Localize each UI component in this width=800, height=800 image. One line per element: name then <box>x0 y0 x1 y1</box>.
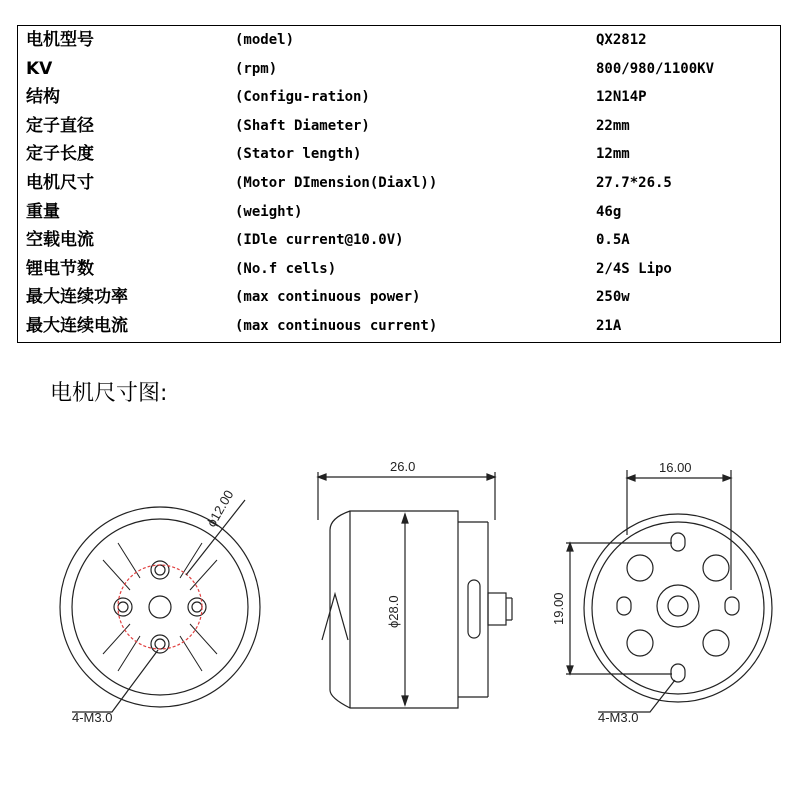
front-holes-label: 4-M3.0 <box>72 710 113 725</box>
spec-label-zh: 定子长度 <box>26 144 94 165</box>
front-view <box>60 488 260 725</box>
front-holes-leader <box>72 650 158 712</box>
back-vent-hole <box>627 630 653 656</box>
spec-label-zh: 结构 <box>26 87 60 108</box>
side-shaft <box>488 593 506 625</box>
spec-label-zh: 电机尺寸 <box>26 172 94 193</box>
spec-label-en: (rpm) <box>235 60 278 77</box>
front-inner-ring <box>72 519 248 695</box>
spec-value: 46g <box>596 203 622 220</box>
front-shaft-hole <box>149 596 171 618</box>
front-bolt-hole-top <box>151 561 169 579</box>
side-slot <box>468 580 480 638</box>
front-bolt-hole-bottom <box>151 635 169 653</box>
spec-label-zh: 最大连续功率 <box>26 287 128 308</box>
spec-label-zh: 定子直径 <box>26 115 94 136</box>
spec-value: 2/4S Lipo <box>596 260 672 277</box>
front-bolt-circle-label: ϕ12.00 <box>203 487 237 530</box>
spec-label-zh: 电机型号 <box>26 30 94 50</box>
front-bolt-hole-left <box>114 598 132 616</box>
spec-label-en: (IDle current@10.0V) <box>235 232 404 249</box>
spec-value: 12N14P <box>596 89 647 106</box>
back-center-hub <box>657 585 699 627</box>
spec-value: 21A <box>596 317 622 334</box>
back-view <box>551 460 772 725</box>
back-width-label: 16.00 <box>659 460 692 475</box>
spec-label-en: (max continuous power) <box>235 289 421 306</box>
back-holes-label: 4-M3.0 <box>598 710 639 725</box>
spec-value: 250w <box>596 289 630 306</box>
side-view <box>318 459 512 708</box>
front-outer-ring <box>60 507 260 707</box>
spec-value: 22mm <box>596 117 630 134</box>
spec-label-en: (Shaft Diameter) <box>235 117 370 134</box>
spec-label-zh: 空载电流 <box>26 230 94 251</box>
back-mount-hole-bottom <box>671 664 685 682</box>
back-holes-leader <box>598 680 675 712</box>
spec-value: 12mm <box>596 146 630 163</box>
front-spokes <box>103 543 217 671</box>
side-diameter-label: ϕ28.0 <box>386 595 401 628</box>
front-bolt-hole-right <box>188 598 206 616</box>
spec-value: 800/980/1100KV <box>596 60 715 77</box>
front-bolt-circle <box>118 565 202 649</box>
back-vent-hole <box>703 555 729 581</box>
spec-label-en: (No.f cells) <box>235 260 337 277</box>
spec-label-zh: KV <box>26 58 53 79</box>
back-mount-hole-right <box>725 597 739 615</box>
section-title: 电机尺寸图: <box>50 381 168 406</box>
spec-label-en: (weight) <box>235 203 303 220</box>
side-length-label: 26.0 <box>390 459 416 474</box>
spec-value: 0.5A <box>596 232 630 249</box>
spec-label-zh: 锂电节数 <box>26 258 94 279</box>
back-height-label: 19.00 <box>551 592 566 625</box>
back-vent-hole <box>703 630 729 656</box>
back-shaft-hole <box>668 596 688 616</box>
spec-label-zh: 最大连续电流 <box>26 315 128 336</box>
spec-label-en: (Configu-ration) <box>235 89 370 106</box>
back-mount-hole-top <box>671 533 685 551</box>
spec-value: 27.7*26.5 <box>596 174 672 191</box>
back-vent-hole <box>627 555 653 581</box>
back-mount-hole-left <box>617 597 631 615</box>
back-inner-ring <box>592 522 764 694</box>
spec-label-en: (max continuous current) <box>235 317 438 334</box>
spec-label-en: (Motor DImension(Diaxl)) <box>235 174 438 191</box>
spec-label-zh: 重量 <box>26 201 60 222</box>
spec-label-en: (model) <box>235 32 295 48</box>
spec-label-en: (Stator length) <box>235 146 362 163</box>
spec-value: QX2812 <box>596 32 647 48</box>
side-chevron-mark <box>322 594 348 640</box>
